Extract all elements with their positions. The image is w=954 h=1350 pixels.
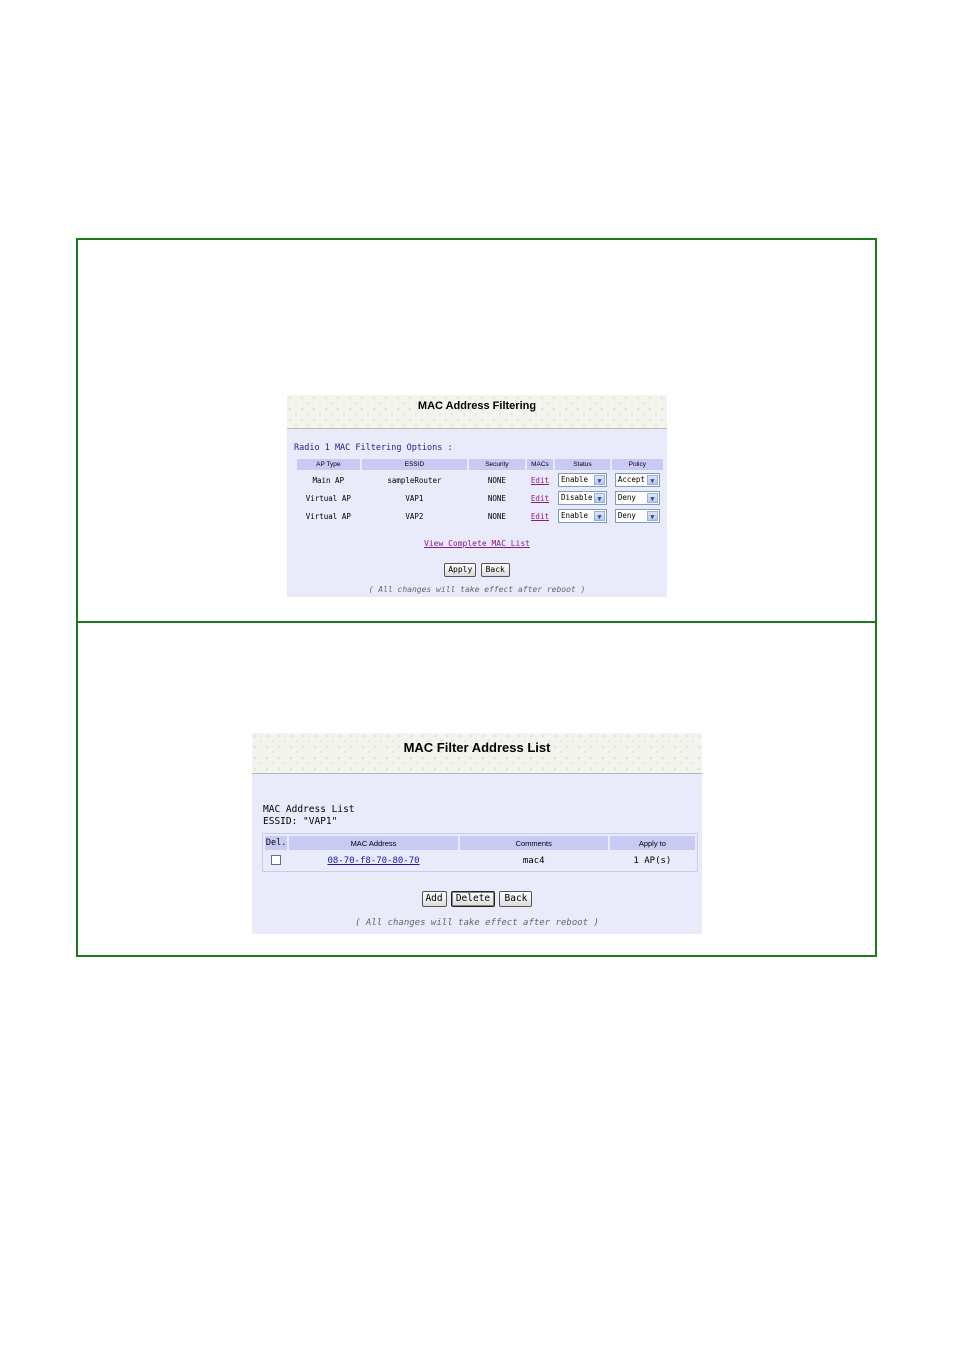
edit-macs-link[interactable]: Edit — [530, 475, 549, 485]
reboot-note: ( All changes will take effect after reboot ) — [355, 918, 599, 928]
view-complete-mac-list-link[interactable]: View Complete MAC List — [424, 539, 530, 548]
table-row — [297, 508, 663, 524]
ap-type-cell: Main AP — [312, 475, 345, 485]
essid-cell: sampleRouter — [387, 475, 442, 485]
delete-checkbox[interactable] — [271, 855, 281, 865]
comment-cell: mac4 — [522, 855, 545, 866]
edit-macs-link[interactable]: Edit — [530, 493, 549, 503]
status-select[interactable] — [558, 509, 607, 523]
col-security: Security — [469, 459, 524, 470]
col-essid: ESSID — [362, 459, 468, 470]
ap-type-cell: Virtual AP — [305, 493, 351, 503]
back-button[interactable]: Back — [481, 563, 510, 577]
essid-cell: VAP2 — [405, 511, 424, 521]
mac-address-link[interactable]: 08-70-f8-70-80-70 — [327, 855, 420, 866]
add-button[interactable]: Add — [422, 891, 447, 907]
mac-filtering-panel — [287, 395, 667, 597]
security-cell: NONE — [487, 475, 506, 485]
frame-divider — [78, 621, 875, 623]
table-row — [297, 490, 663, 506]
policy-select[interactable] — [615, 473, 660, 487]
col-del: Del. — [265, 838, 287, 848]
apply-button[interactable]: Apply — [444, 563, 476, 577]
list-label: MAC Address List — [263, 804, 355, 815]
col-status: Status — [555, 459, 609, 470]
col-comments: Comments — [460, 836, 608, 850]
policy-select[interactable] — [615, 509, 660, 523]
status-value: Enable — [560, 511, 589, 520]
mac-list-header — [252, 733, 702, 774]
policy-value: Deny — [617, 511, 636, 520]
delete-button[interactable]: Delete — [451, 891, 495, 907]
essid-label: ESSID: "VAP1" — [263, 816, 338, 827]
policy-select[interactable] — [615, 491, 660, 505]
status-value: Enable — [560, 475, 589, 484]
page-title: MAC Address Filtering — [417, 400, 537, 412]
back-button[interactable]: Back — [499, 891, 532, 907]
security-cell: NONE — [487, 493, 506, 503]
apply-to-cell: 1 AP(s) — [633, 855, 672, 866]
ap-type-cell: Virtual AP — [305, 511, 351, 521]
filtering-table — [295, 457, 665, 526]
page-title: MAC Filter Address List — [403, 740, 551, 755]
table-header-row — [265, 836, 695, 850]
status-select[interactable] — [558, 473, 607, 487]
status-value: Disable — [560, 493, 593, 502]
reboot-note: ( All changes will take effect after reboot ) — [368, 585, 586, 594]
table-row — [297, 472, 663, 488]
list-buttons — [252, 888, 702, 907]
chevron-down-icon: ▼ — [594, 475, 605, 485]
chevron-down-icon: ▼ — [647, 493, 658, 503]
chevron-down-icon: ▼ — [647, 511, 658, 521]
edit-macs-link[interactable]: Edit — [530, 511, 549, 521]
section-label: Radio 1 MAC Filtering Options : — [294, 443, 453, 453]
mac-address-table — [262, 833, 698, 872]
chevron-down-icon: ▼ — [594, 511, 605, 521]
security-cell: NONE — [487, 511, 506, 521]
filtering-buttons — [287, 559, 667, 577]
policy-value: Deny — [617, 493, 636, 502]
col-ap-type: AP Type — [297, 459, 360, 470]
mac-filtering-header — [287, 395, 667, 429]
table-header-row — [297, 459, 663, 470]
chevron-down-icon: ▼ — [647, 475, 658, 485]
col-apply-to: Apply to — [610, 836, 695, 850]
policy-value: Accept — [617, 475, 645, 484]
essid-cell: VAP1 — [405, 493, 424, 503]
col-macs: MACs — [527, 459, 554, 470]
chevron-down-icon: ▼ — [594, 493, 605, 503]
table-row — [265, 852, 695, 869]
status-select[interactable] — [558, 491, 607, 505]
view-mac-list-wrap — [287, 539, 667, 548]
mac-list-panel — [252, 733, 702, 934]
col-policy: Policy — [612, 459, 663, 470]
col-mac-address: MAC Address — [289, 836, 457, 850]
